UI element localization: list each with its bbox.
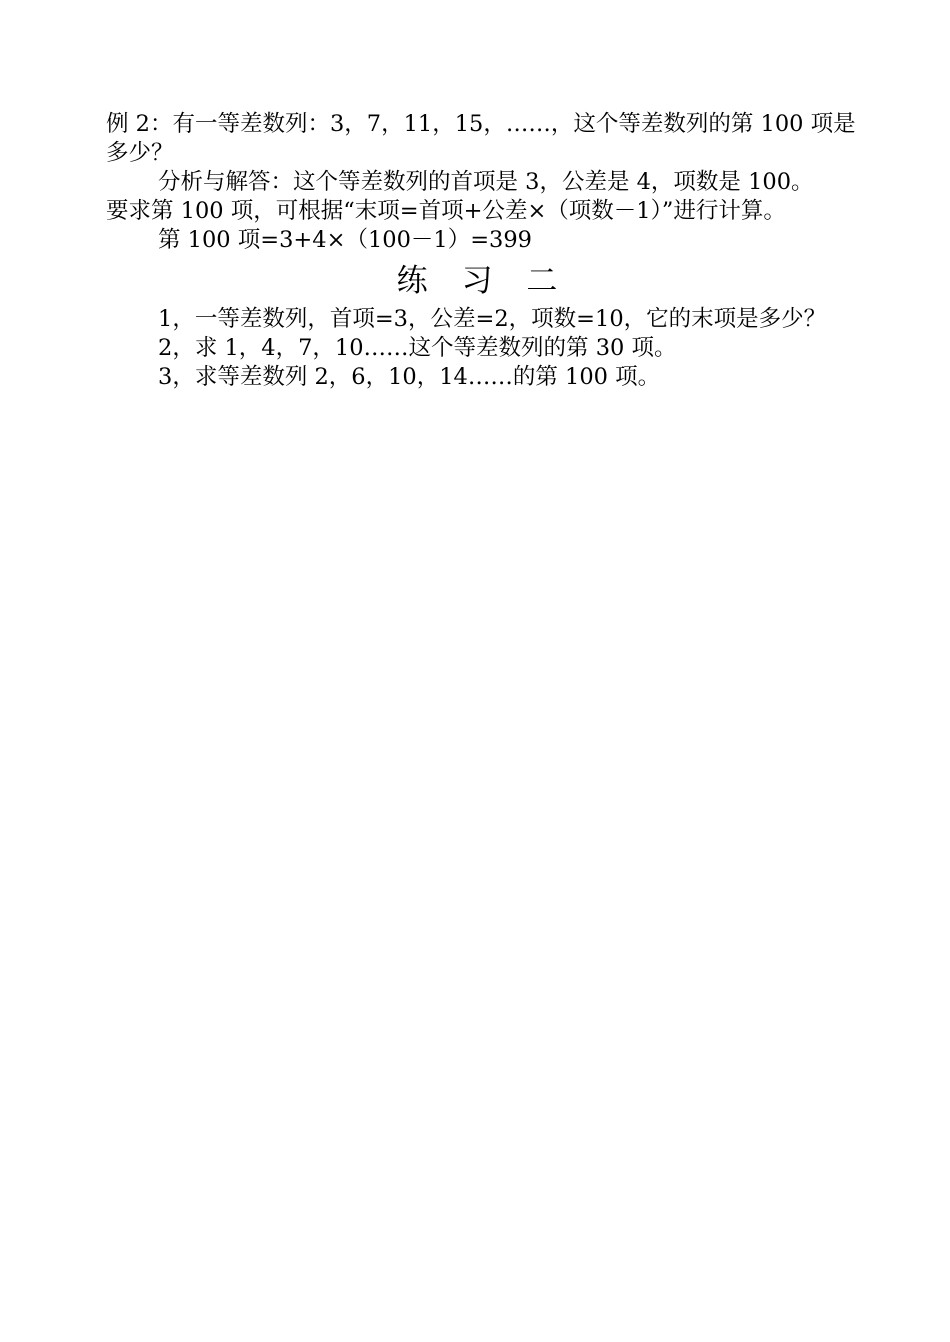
example-question-line-1: 例 2：有一等差数列：3，7，11，15，……，这个等差数列的第 100 项是 bbox=[106, 111, 856, 137]
analysis-line-1: 分析与解答：这个等差数列的首项是 3，公差是 4，项数是 100。 bbox=[158, 169, 814, 195]
exercise-item-1: 1，一等差数列，首项=3，公差=2，项数=10，它的末项是多少？ bbox=[158, 306, 827, 332]
document-page bbox=[106, 110, 856, 392]
calculation-line: 第 100 项=3+4×（100－1）=399 bbox=[158, 227, 532, 253]
analysis-line-2: 要求第 100 项，可根据“末项=首项+公差×（项数－1）”进行计算。 bbox=[106, 198, 786, 224]
example-question-line-2: 多少？ bbox=[106, 140, 174, 166]
exercise-item-3: 3，求等差数列 2，6，10，14……的第 100 项。 bbox=[158, 364, 661, 390]
exercise-item-2: 2，求 1，4，7，10……这个等差数列的第 30 项。 bbox=[158, 335, 677, 361]
exercise-heading: 练 习 二 bbox=[396, 263, 570, 299]
